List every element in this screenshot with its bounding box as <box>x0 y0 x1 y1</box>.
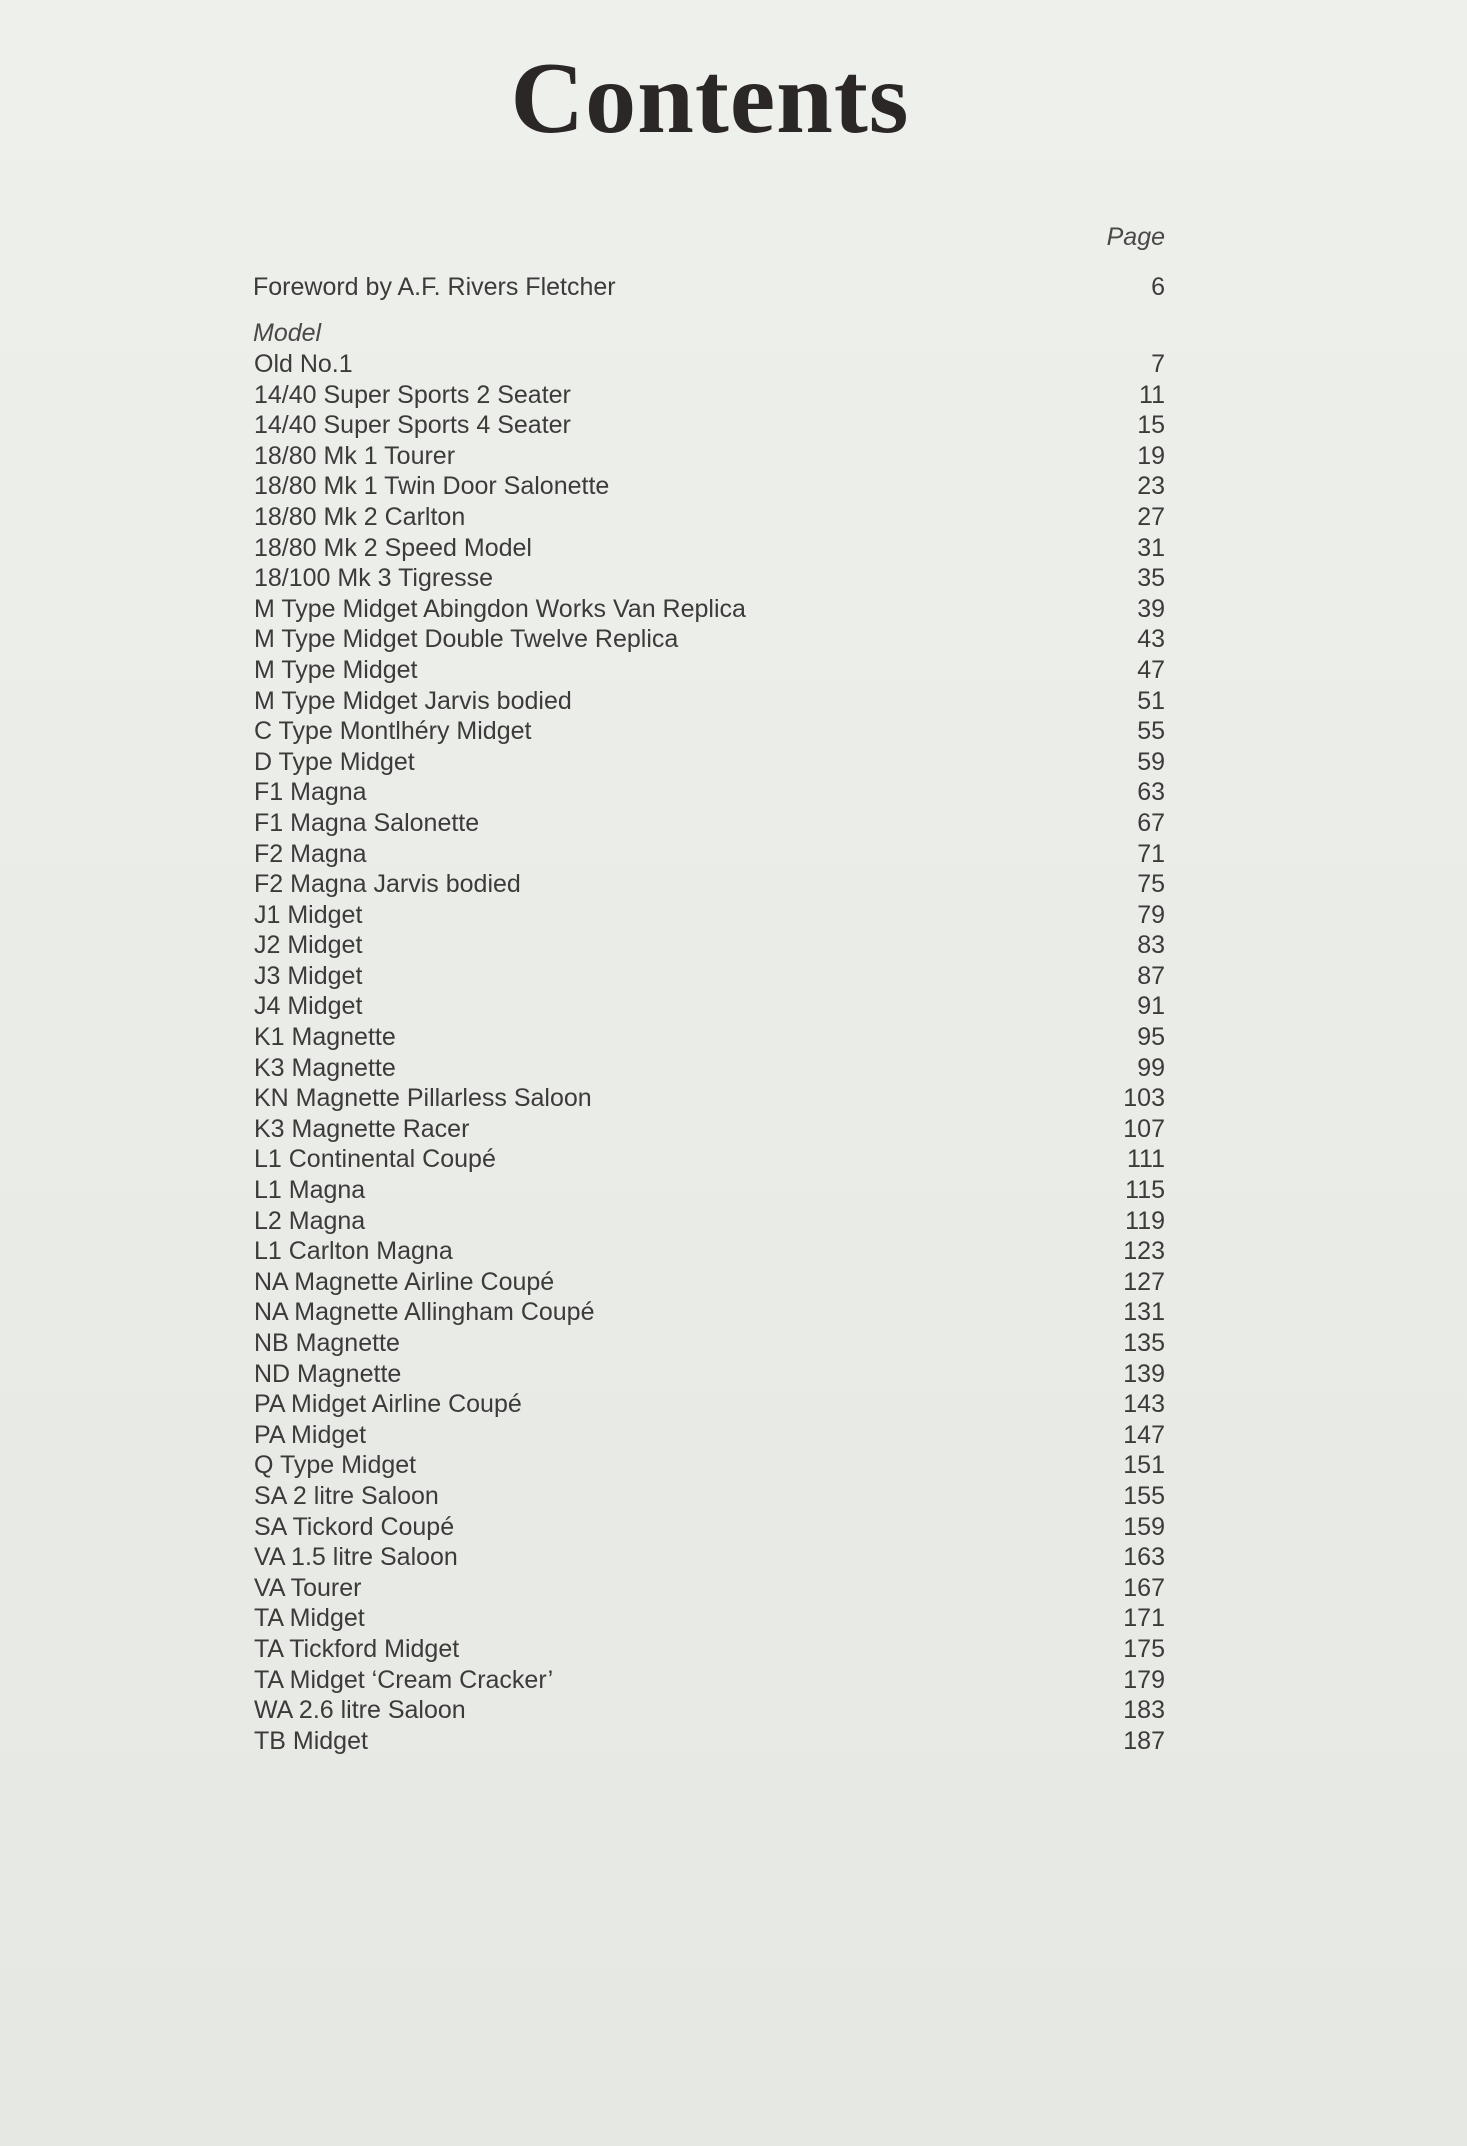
model-section-heading: Model <box>253 319 322 347</box>
entry-title: NA Magnette Airline Coupé <box>254 1267 555 1296</box>
entry-page-number: 131 <box>1123 1298 1165 1327</box>
entry-title: KN Magnette Pillarless Saloon <box>254 1084 592 1113</box>
contents-entry <box>254 410 1165 441</box>
entry-page-number: 75 <box>1137 870 1165 899</box>
contents-entry <box>254 1175 1165 1206</box>
contents-entry <box>254 1481 1165 1512</box>
contents-entry <box>254 900 1165 931</box>
contents-entry <box>254 1512 1165 1543</box>
contents-entry <box>254 1267 1165 1298</box>
contents-entry <box>254 1389 1165 1420</box>
entry-title: Q Type Midget <box>254 1451 417 1480</box>
contents-entry <box>254 441 1165 472</box>
contents-entry <box>254 930 1165 961</box>
entry-page-number: 27 <box>1137 502 1165 531</box>
entry-title: SA 2 litre Saloon <box>254 1481 439 1510</box>
entry-title: 18/100 Mk 3 Tigresse <box>254 564 494 593</box>
entry-title: Old No.1 <box>254 350 353 378</box>
contents-entry <box>254 808 1165 839</box>
contents-entry <box>254 471 1165 502</box>
entry-title: TA Tickford Midget <box>254 1634 460 1663</box>
entry-title: K3 Magnette <box>254 1053 396 1082</box>
entry-title: 18/80 Mk 1 Twin Door Salonette <box>254 472 610 501</box>
contents-entry <box>254 686 1165 717</box>
entry-page-number: 127 <box>1123 1267 1165 1296</box>
contents-entry <box>254 1450 1165 1481</box>
entry-page-number: 15 <box>1137 411 1165 440</box>
entry-title: L2 Magna <box>254 1206 366 1235</box>
contents-list <box>254 349 1165 1756</box>
entry-page-number: 79 <box>1137 900 1165 929</box>
contents-entry <box>254 1573 1165 1604</box>
entry-title: ND Magnette <box>254 1359 402 1388</box>
entry-title: L1 Carlton Magna <box>254 1237 453 1266</box>
contents-entry <box>254 594 1165 625</box>
entry-page-number: 147 <box>1123 1420 1165 1449</box>
foreword-title: Foreword by A.F. Rivers Fletcher <box>253 273 616 301</box>
contents-entry <box>254 1726 1165 1757</box>
entry-page-number: 7 <box>1151 350 1165 378</box>
entry-page-number: 35 <box>1137 564 1165 593</box>
entry-title: 18/80 Mk 1 Tourer <box>254 441 456 470</box>
entry-page-number: 187 <box>1123 1726 1165 1755</box>
contents-entry <box>254 1083 1165 1114</box>
entry-page-number: 167 <box>1123 1573 1165 1602</box>
entry-title: L1 Magna <box>254 1176 366 1205</box>
entry-page-number: 119 <box>1125 1206 1165 1235</box>
contents-entry <box>254 716 1165 747</box>
entry-page-number: 51 <box>1137 686 1165 715</box>
contents-entry <box>254 1297 1165 1328</box>
contents-entry <box>254 533 1165 564</box>
entry-page-number: 139 <box>1123 1359 1165 1388</box>
page-title: Contents <box>510 42 910 155</box>
entry-title: 14/40 Super Sports 4 Seater <box>254 411 571 440</box>
entry-page-number: 83 <box>1137 931 1165 960</box>
contents-entry <box>254 777 1165 808</box>
entry-page-number: 123 <box>1123 1237 1165 1266</box>
entry-title: VA 1.5 litre Saloon <box>254 1543 458 1572</box>
entry-title: M Type Midget <box>254 655 418 684</box>
entry-title: M Type Midget Double Twelve Replica <box>254 625 679 654</box>
entry-title: F2 Magna Jarvis bodied <box>254 870 521 899</box>
entry-title: VA Tourer <box>254 1573 362 1602</box>
entry-page-number: 11 <box>1139 380 1165 409</box>
entry-title: D Type Midget <box>254 747 415 776</box>
entry-title: F1 Magna Salonette <box>254 808 480 837</box>
entry-title: TA Midget <box>254 1604 365 1633</box>
foreword-page: 6 <box>1151 273 1165 301</box>
entry-title: 18/80 Mk 2 Carlton <box>254 502 466 531</box>
contents-entry <box>254 1665 1165 1696</box>
contents-entry <box>254 1420 1165 1451</box>
contents-entry <box>254 655 1165 686</box>
entry-page-number: 31 <box>1137 533 1165 562</box>
page-column-heading: Page <box>1106 223 1165 251</box>
entry-page-number: 155 <box>1123 1481 1165 1510</box>
entry-page-number: 67 <box>1137 808 1165 837</box>
entry-title: PA Midget Airline Coupé <box>254 1390 522 1419</box>
foreword-entry <box>253 272 1165 302</box>
entry-title: PA Midget <box>254 1420 367 1449</box>
entry-page-number: 135 <box>1123 1329 1165 1357</box>
contents-entry <box>254 991 1165 1022</box>
entry-title: NA Magnette Allingham Coupé <box>254 1298 595 1327</box>
entry-page-number: 87 <box>1137 961 1165 990</box>
contents-entry <box>254 1114 1165 1145</box>
contents-entry <box>254 1603 1165 1634</box>
entry-page-number: 47 <box>1137 655 1165 684</box>
contents-entry <box>254 1328 1165 1359</box>
entry-title: L1 Continental Coupé <box>254 1145 496 1174</box>
entry-title: SA Tickord Coupé <box>254 1512 455 1541</box>
contents-entry <box>254 1359 1165 1390</box>
entry-title: WA 2.6 litre Saloon <box>254 1696 466 1725</box>
entry-page-number: 99 <box>1137 1053 1165 1082</box>
entry-page-number: 107 <box>1123 1114 1165 1143</box>
entry-title: F1 Magna <box>254 778 367 807</box>
contents-entry <box>254 1542 1165 1573</box>
entry-title: NB Magnette <box>254 1329 400 1357</box>
contents-entry <box>254 961 1165 992</box>
contents-entry <box>254 1053 1165 1084</box>
contents-entry <box>254 502 1165 533</box>
entry-title: M Type Midget Abingdon Works Van Replica <box>254 594 746 623</box>
contents-entry <box>254 747 1165 778</box>
entry-page-number: 115 <box>1125 1176 1165 1205</box>
contents-entry <box>254 1206 1165 1237</box>
entry-page-number: 91 <box>1137 992 1165 1021</box>
entry-title: J3 Midget <box>254 961 363 990</box>
entry-page-number: 71 <box>1137 839 1165 868</box>
contents-entry <box>254 624 1165 655</box>
entry-title: 14/40 Super Sports 2 Seater <box>254 380 571 409</box>
entry-page-number: 95 <box>1137 1023 1165 1052</box>
entry-title: TB Midget <box>254 1726 368 1755</box>
contents-entry <box>254 839 1165 870</box>
contents-entry <box>254 349 1165 380</box>
entry-page-number: 103 <box>1123 1084 1165 1113</box>
entry-page-number: 151 <box>1123 1451 1165 1480</box>
contents-entry <box>254 1236 1165 1267</box>
entry-title: K1 Magnette <box>254 1023 396 1052</box>
entry-title: J4 Midget <box>254 992 363 1021</box>
entry-page-number: 163 <box>1123 1543 1165 1572</box>
entry-title: J1 Midget <box>254 900 363 929</box>
entry-page-number: 171 <box>1123 1604 1165 1633</box>
entry-title: K3 Magnette Racer <box>254 1114 470 1143</box>
entry-title: J2 Midget <box>254 931 363 960</box>
contents-entry <box>254 869 1165 900</box>
entry-page-number: 43 <box>1137 625 1165 654</box>
entry-title: TA Midget ‘Cream Cracker’ <box>254 1665 554 1694</box>
entry-title: M Type Midget Jarvis bodied <box>254 686 572 715</box>
entry-page-number: 111 <box>1126 1145 1165 1174</box>
entry-title: F2 Magna <box>254 839 367 868</box>
entry-page-number: 159 <box>1123 1512 1165 1541</box>
entry-title: 18/80 Mk 2 Speed Model <box>254 533 532 562</box>
entry-page-number: 23 <box>1137 472 1165 501</box>
entry-page-number: 59 <box>1137 747 1165 776</box>
entry-page-number: 179 <box>1123 1665 1165 1694</box>
entry-page-number: 19 <box>1137 441 1165 470</box>
contents-entry <box>254 1144 1165 1175</box>
entry-page-number: 175 <box>1123 1634 1165 1663</box>
entry-page-number: 63 <box>1137 778 1165 807</box>
contents-entry <box>254 380 1165 411</box>
entry-page-number: 55 <box>1137 717 1165 746</box>
contents-entry <box>254 1634 1165 1665</box>
contents-entry <box>254 1695 1165 1726</box>
contents-entry <box>254 1022 1165 1053</box>
entry-title: C Type Montlhéry Midget <box>254 717 532 746</box>
entry-page-number: 143 <box>1123 1390 1165 1419</box>
contents-entry <box>254 563 1165 594</box>
entry-page-number: 39 <box>1137 594 1165 623</box>
entry-page-number: 183 <box>1123 1696 1165 1725</box>
